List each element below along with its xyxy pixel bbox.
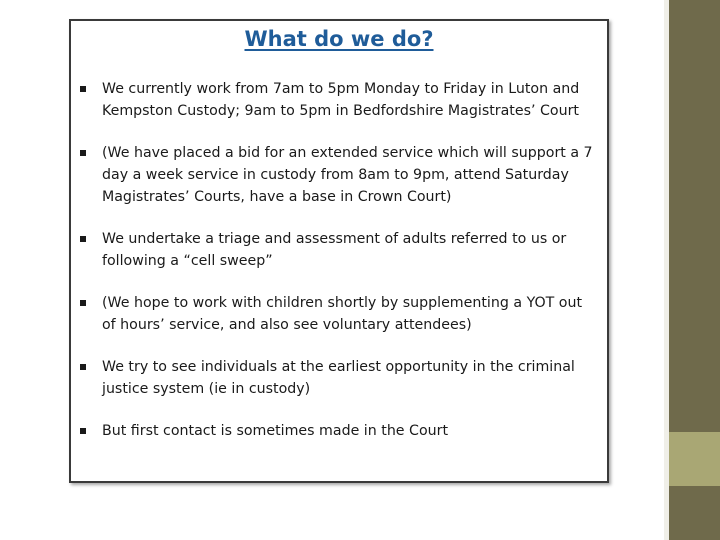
bullet-text: We currently work from 7am to 5pm Monday to Friday in Luton and Kempston Custody; 9am to 5pm in Bedfordshire Magistrates’ Court [102,81,580,119]
sidebar-decoration-dark [669,0,720,432]
bullet-text: (We have placed a bid for an extended service which will support a 7 day a week service in custody from 8am to 9pm, attend Saturday Magistrates’ Courts, have a base in Crown Court) [102,145,593,205]
sidebar-decoration-dark-bottom [669,486,720,540]
bullet-item [80,142,600,208]
square-bullet-icon [80,86,86,92]
square-bullet-icon [80,300,86,306]
bullet-text: We undertake a triage and assessment of adults referred to us or following a “cell sweep” [102,231,567,269]
bullet-item [80,78,600,122]
bullet-item [80,228,600,272]
content-box [69,19,609,483]
slide-title: What do we do? [244,27,434,51]
bullet-text: But first contact is sometimes made in the Court [102,423,449,439]
square-bullet-icon [80,150,86,156]
bullet-item [80,420,600,442]
square-bullet-icon [80,236,86,242]
bullet-item [80,356,600,400]
bullet-item [80,292,600,336]
bullet-list [80,78,600,462]
square-bullet-icon [80,364,86,370]
square-bullet-icon [80,428,86,434]
sidebar-decoration-light [669,432,720,486]
bullet-text: We try to see individuals at the earliest opportunity in the criminal justice system (ie in custody) [102,359,575,397]
bullet-text: (We hope to work with children shortly by supplementing a YOT out of hours’ service, and also see voluntary attendees) [102,295,583,333]
